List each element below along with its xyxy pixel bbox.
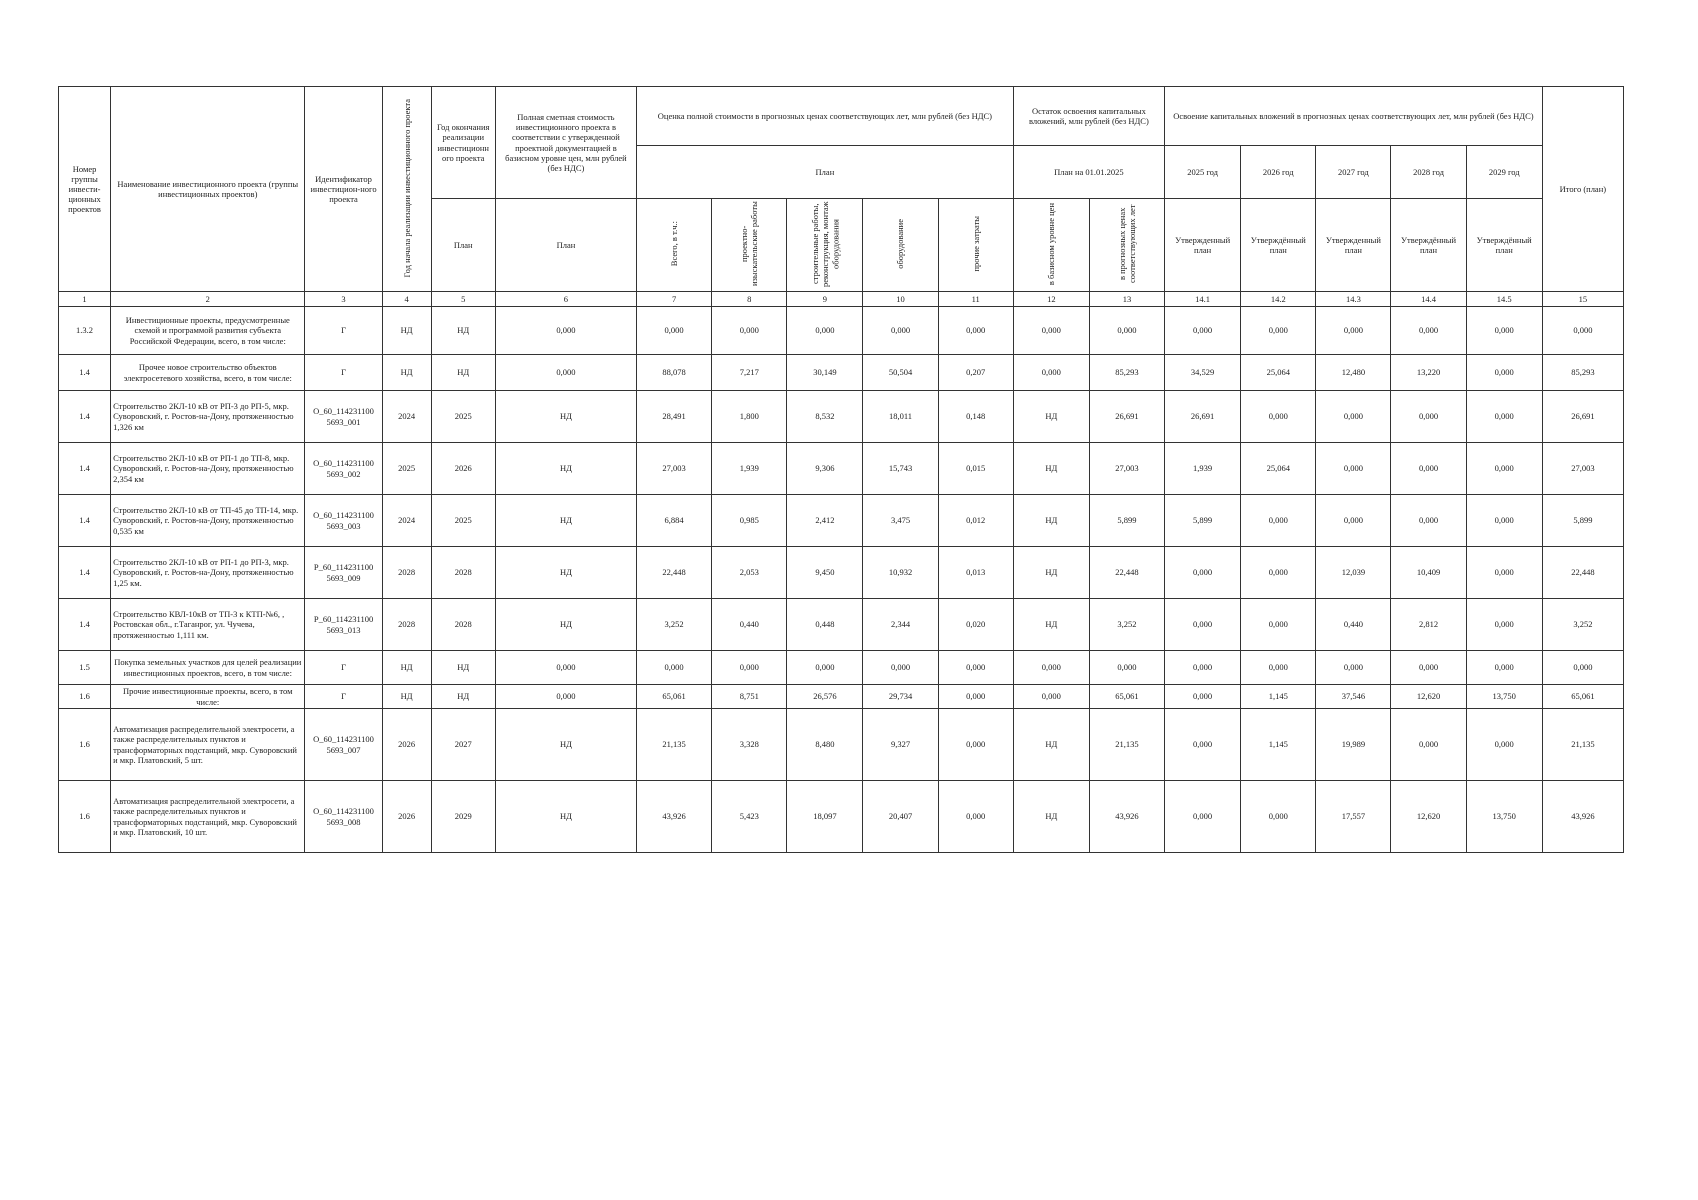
header-year-2025: 2025 год: [1165, 146, 1241, 199]
cell-equipment: 0,000: [863, 651, 938, 685]
header-design-works: [712, 199, 787, 292]
cell-other-costs: 0,000: [938, 307, 1013, 355]
cell-plan-2027: 12,039: [1316, 547, 1391, 599]
cell-plan-2025: 0,000: [1165, 781, 1241, 853]
cell-plan-2029: 0,000: [1466, 495, 1542, 547]
col-num: 14.3: [1316, 292, 1391, 307]
col-num: 5: [431, 292, 495, 307]
cell-remaining-base: НД: [1013, 781, 1089, 853]
header-approved-2025: Утвержденный план: [1165, 199, 1241, 292]
cell-construction-works: 9,450: [787, 547, 863, 599]
header-construction: [787, 199, 863, 292]
cell-remaining-base: НД: [1013, 391, 1089, 443]
cell-remaining-base: 0,000: [1013, 307, 1089, 355]
cell-plan-2025: 0,000: [1165, 547, 1241, 599]
cell-total-plan: 22,448: [1542, 547, 1623, 599]
cell-project-id: Г: [305, 685, 382, 709]
cell-project-name: Строительство 2КЛ-10 кВ от РП-1 до РП-3, мкр. Суворовский, г. Ростов-на-Дону, протяженностью 1,25 км.: [111, 547, 305, 599]
col-num: 14.1: [1165, 292, 1241, 307]
cell-group-number: 1.4: [59, 355, 111, 391]
cell-plan-2025: 34,529: [1165, 355, 1241, 391]
table-row: [59, 685, 1624, 709]
cell-plan-2029: 0,000: [1466, 391, 1542, 443]
cell-remaining-forecast: 0,000: [1089, 651, 1164, 685]
table-row: [59, 599, 1624, 651]
header-year-2027: 2027 год: [1316, 146, 1391, 199]
table-row: [59, 651, 1624, 685]
cell-other-costs: 0,015: [938, 443, 1013, 495]
cell-group-number: 1.6: [59, 781, 111, 853]
cell-total-plan: 0,000: [1542, 307, 1623, 355]
header-plan: План: [637, 146, 1014, 199]
cell-start-year: НД: [382, 685, 431, 709]
cell-estimate-cost: НД: [495, 781, 636, 853]
cell-project-name: Строительство 2КЛ-10 кВ от ТП-45 до ТП-14, мкр. Суворовский, г. Ростов-на-Дону, протяженностью 0,535 км: [111, 495, 305, 547]
cell-estimate-cost: 0,000: [495, 355, 636, 391]
cell-remaining-forecast: 0,000: [1089, 307, 1164, 355]
cell-start-year: 2028: [382, 547, 431, 599]
cell-project-name: Прочее новое строительство объектов электросетевого хозяйства, всего, в том числе:: [111, 355, 305, 391]
cell-plan-2029: 0,000: [1466, 651, 1542, 685]
cell-plan-2027: 0,000: [1316, 651, 1391, 685]
cell-group-number: 1.4: [59, 391, 111, 443]
cell-estimate-cost: НД: [495, 709, 636, 781]
header-group-number: Номер группы инвести-ционных проектов: [59, 87, 111, 292]
col-num: 1: [59, 292, 111, 307]
cell-total-plan: 65,061: [1542, 685, 1623, 709]
col-num: 15: [1542, 292, 1623, 307]
cell-plan-2027: 0,000: [1316, 495, 1391, 547]
cell-total-plan: 85,293: [1542, 355, 1623, 391]
cell-group-number: 1.6: [59, 709, 111, 781]
cell-project-name: Автоматизация распределительной электросети, а также распределительных пунктов и трансформаторных подстанций, мкр. Суворовский и мкр. Платовский, 5 шт.: [111, 709, 305, 781]
cell-project-id: Р_60_114231100 5693_013: [305, 599, 382, 651]
col-num: 14.4: [1391, 292, 1466, 307]
cell-plan-2028: 0,000: [1391, 391, 1466, 443]
cell-start-year: НД: [382, 651, 431, 685]
cell-equipment: 50,504: [863, 355, 938, 391]
cell-estimate-cost: 0,000: [495, 307, 636, 355]
table-row: [59, 547, 1624, 599]
cell-end-year: НД: [431, 651, 495, 685]
cell-plan-2029: 0,000: [1466, 709, 1542, 781]
cell-design-works: 0,000: [712, 651, 787, 685]
cell-project-name: Строительство 2КЛ-10 кВ от РП-3 до РП-5, мкр. Суворовский, г. Ростов-на-Дону, протяженностью 1,326 км: [111, 391, 305, 443]
table-row: [59, 443, 1624, 495]
cell-design-works: 1,800: [712, 391, 787, 443]
header-start-year-text: Год начала реализации инвестиционного проекта: [401, 98, 412, 278]
cell-total-cost: 3,252: [637, 599, 712, 651]
cell-project-id: О_60_114231100 5693_003: [305, 495, 382, 547]
table-row: [59, 495, 1624, 547]
header-approved-2026: Утверждённый план: [1241, 199, 1316, 292]
cell-start-year: НД: [382, 355, 431, 391]
cell-plan-2025: 5,899: [1165, 495, 1241, 547]
cell-plan-2029: 0,000: [1466, 547, 1542, 599]
cell-plan-2027: 17,557: [1316, 781, 1391, 853]
header-other-costs: [938, 199, 1013, 292]
cell-end-year: НД: [431, 355, 495, 391]
cell-project-id: О_60_114231100 5693_001: [305, 391, 382, 443]
header-base-prices-text: в базисном уровне цен: [1046, 202, 1057, 285]
cell-construction-works: 8,532: [787, 391, 863, 443]
cell-other-costs: 0,012: [938, 495, 1013, 547]
cell-plan-2026: 25,064: [1241, 443, 1316, 495]
table-row: [59, 709, 1624, 781]
cell-other-costs: 0,000: [938, 781, 1013, 853]
cell-design-works: 0,000: [712, 307, 787, 355]
cell-other-costs: 0,000: [938, 709, 1013, 781]
cell-start-year: 2028: [382, 599, 431, 651]
cell-plan-2025: 0,000: [1165, 651, 1241, 685]
col-num: 3: [305, 292, 382, 307]
col-num: 4: [382, 292, 431, 307]
cell-group-number: 1.4: [59, 599, 111, 651]
cell-plan-2027: 12,480: [1316, 355, 1391, 391]
cell-end-year: 2027: [431, 709, 495, 781]
header-forecast-cost: Оценка полной стоимости в прогнозных ценах соответствующих лет, млн рублей (без НДС): [637, 87, 1014, 146]
cell-design-works: 0,440: [712, 599, 787, 651]
cell-remaining-base: НД: [1013, 443, 1089, 495]
table-row: [59, 307, 1624, 355]
header-equipment-text: оборудование: [895, 219, 906, 269]
header-forecast-prices-text: в прогнозных ценах соответствующих лет: [1116, 204, 1137, 284]
cell-construction-works: 30,149: [787, 355, 863, 391]
cell-equipment: 0,000: [863, 307, 938, 355]
cell-plan-2028: 0,000: [1391, 495, 1466, 547]
cell-start-year: НД: [382, 307, 431, 355]
cell-plan-2026: 1,145: [1241, 709, 1316, 781]
cell-plan-2029: 0,000: [1466, 355, 1542, 391]
cell-remaining-base: 0,000: [1013, 651, 1089, 685]
cell-design-works: 1,939: [712, 443, 787, 495]
cell-estimate-cost: 0,000: [495, 651, 636, 685]
header-approved-2029: Утверждённый план: [1466, 199, 1542, 292]
cell-equipment: 20,407: [863, 781, 938, 853]
table-row: [59, 391, 1624, 443]
col-num: 14.5: [1466, 292, 1542, 307]
col-num: 8: [712, 292, 787, 307]
col-num: 7: [637, 292, 712, 307]
cell-total-cost: 27,003: [637, 443, 712, 495]
cell-start-year: 2024: [382, 495, 431, 547]
header-total-incl-text: Всего, в т.ч.:: [669, 221, 680, 267]
cell-construction-works: 8,480: [787, 709, 863, 781]
cell-remaining-base: НД: [1013, 709, 1089, 781]
cell-total-cost: 0,000: [637, 307, 712, 355]
col-num: 6: [495, 292, 636, 307]
cell-plan-2028: 13,220: [1391, 355, 1466, 391]
col-num: 12: [1013, 292, 1089, 307]
cell-remaining-forecast: 27,003: [1089, 443, 1164, 495]
cell-plan-2026: 0,000: [1241, 781, 1316, 853]
cell-plan-2025: 0,000: [1165, 709, 1241, 781]
cell-start-year: 2026: [382, 781, 431, 853]
cell-plan-2025: 1,939: [1165, 443, 1241, 495]
cell-plan-2027: 0,000: [1316, 391, 1391, 443]
table-row: [59, 781, 1624, 853]
cell-plan-2025: 0,000: [1165, 599, 1241, 651]
cell-project-name: Прочие инвестиционные проекты, всего, в том числе:: [111, 685, 305, 709]
cell-equipment: 18,011: [863, 391, 938, 443]
cell-end-year: 2026: [431, 443, 495, 495]
cell-plan-2027: 0,440: [1316, 599, 1391, 651]
cell-total-cost: 65,061: [637, 685, 712, 709]
cell-design-works: 0,985: [712, 495, 787, 547]
header-approved-2028: Утверждённый план: [1391, 199, 1466, 292]
cell-other-costs: 0,020: [938, 599, 1013, 651]
cell-plan-2025: 0,000: [1165, 307, 1241, 355]
header-project-id: Идентификатор инвестицион-ного проекта: [305, 87, 382, 292]
cell-design-works: 5,423: [712, 781, 787, 853]
cell-total-cost: 6,884: [637, 495, 712, 547]
header-forecast-prices: [1089, 199, 1164, 292]
cell-plan-2027: 37,546: [1316, 685, 1391, 709]
investment-program-table: [58, 86, 1624, 853]
header-estimate-cost: Полная сметная стоимость инвестиционного проекта в соответствии с утвержденной проектной документацией в базисном уровне цен, млн рублей (без НДС): [495, 87, 636, 199]
cell-project-name: Строительство 2КЛ-10 кВ от РП-1 до ТП-8, мкр. Суворовский, г. Ростов-на-Дону, протяженностью 2,354 км: [111, 443, 305, 495]
cell-project-name: Инвестиционные проекты, предусмотренные схемой и программой развития субъекта Российской Федерации, всего, в том числе:: [111, 307, 305, 355]
cell-remaining-base: НД: [1013, 547, 1089, 599]
cell-plan-2026: 0,000: [1241, 495, 1316, 547]
header-approved-2027: Утвержденный план: [1316, 199, 1391, 292]
header-year-2029: 2029 год: [1466, 146, 1542, 199]
cell-plan-2026: 25,064: [1241, 355, 1316, 391]
cell-equipment: 2,344: [863, 599, 938, 651]
cell-group-number: 1.6: [59, 685, 111, 709]
cell-end-year: НД: [431, 307, 495, 355]
cell-group-number: 1.4: [59, 443, 111, 495]
cell-construction-works: 18,097: [787, 781, 863, 853]
cell-other-costs: 0,207: [938, 355, 1013, 391]
header-year-2026: 2026 год: [1241, 146, 1316, 199]
cell-other-costs: 0,013: [938, 547, 1013, 599]
cell-estimate-cost: НД: [495, 495, 636, 547]
cell-equipment: 15,743: [863, 443, 938, 495]
cell-group-number: 1.5: [59, 651, 111, 685]
cell-end-year: 2028: [431, 599, 495, 651]
cell-plan-2027: 0,000: [1316, 307, 1391, 355]
cell-plan-2028: 12,620: [1391, 781, 1466, 853]
header-design-works-text: проектно-изыскательские работы: [739, 201, 760, 287]
col-num: 14.2: [1241, 292, 1316, 307]
header-end-year: Год окончания реализации инвестиционн ого проекта: [431, 87, 495, 199]
cell-remaining-forecast: 21,135: [1089, 709, 1164, 781]
cell-total-plan: 27,003: [1542, 443, 1623, 495]
cell-other-costs: 0,000: [938, 651, 1013, 685]
cell-project-id: О_60_114231100 5693_002: [305, 443, 382, 495]
cell-project-id: Г: [305, 651, 382, 685]
cell-remaining-base: 0,000: [1013, 685, 1089, 709]
cell-plan-2026: 0,000: [1241, 307, 1316, 355]
col-num: 10: [863, 292, 938, 307]
cell-plan-2029: 13,750: [1466, 685, 1542, 709]
cell-project-name: Автоматизация распределительной электросети, а также распределительных пунктов и трансформаторных подстанций, мкр. Суворовский и мкр. Платовский, 10 шт.: [111, 781, 305, 853]
cell-group-number: 1.4: [59, 495, 111, 547]
cell-equipment: 3,475: [863, 495, 938, 547]
cell-design-works: 7,217: [712, 355, 787, 391]
cell-construction-works: 0,000: [787, 307, 863, 355]
cell-remaining-base: 0,000: [1013, 355, 1089, 391]
cell-total-cost: 43,926: [637, 781, 712, 853]
cell-other-costs: 0,000: [938, 685, 1013, 709]
header-base-prices: [1013, 199, 1089, 292]
cell-end-year: НД: [431, 685, 495, 709]
header-total-plan: Итого (план): [1542, 87, 1623, 292]
header-equipment: [863, 199, 938, 292]
header-other-costs-text: прочие затраты: [970, 216, 981, 272]
cell-total-cost: 21,135: [637, 709, 712, 781]
header-remaining: Остаток освоения капитальных вложений, млн рублей (без НДС): [1013, 87, 1164, 146]
cell-remaining-forecast: 85,293: [1089, 355, 1164, 391]
cell-total-plan: 0,000: [1542, 651, 1623, 685]
cell-design-works: 2,053: [712, 547, 787, 599]
cell-other-costs: 0,148: [938, 391, 1013, 443]
cell-group-number: 1.4: [59, 547, 111, 599]
cell-design-works: 3,328: [712, 709, 787, 781]
cell-construction-works: 9,306: [787, 443, 863, 495]
cell-project-id: Г: [305, 307, 382, 355]
cell-design-works: 8,751: [712, 685, 787, 709]
cell-remaining-forecast: 22,448: [1089, 547, 1164, 599]
cell-estimate-cost: НД: [495, 547, 636, 599]
cell-construction-works: 26,576: [787, 685, 863, 709]
cell-project-id: Р_60_114231100 5693_009: [305, 547, 382, 599]
cell-remaining-forecast: 43,926: [1089, 781, 1164, 853]
cell-plan-2027: 19,989: [1316, 709, 1391, 781]
cell-estimate-cost: НД: [495, 443, 636, 495]
header-year-2028: 2028 год: [1391, 146, 1466, 199]
cell-project-name: Покупка земельных участков для целей реализации инвестиционных проектов, всего, в том числе:: [111, 651, 305, 685]
cell-remaining-forecast: 5,899: [1089, 495, 1164, 547]
cell-total-cost: 22,448: [637, 547, 712, 599]
cell-plan-2026: 0,000: [1241, 547, 1316, 599]
cell-construction-works: 2,412: [787, 495, 863, 547]
cell-project-id: О_60_114231100 5693_007: [305, 709, 382, 781]
cell-plan-2029: 0,000: [1466, 599, 1542, 651]
cell-end-year: 2029: [431, 781, 495, 853]
cell-equipment: 9,327: [863, 709, 938, 781]
cell-total-cost: 0,000: [637, 651, 712, 685]
cell-total-plan: 43,926: [1542, 781, 1623, 853]
header-end-plan: План: [431, 199, 495, 292]
cell-project-id: Г: [305, 355, 382, 391]
cell-start-year: 2024: [382, 391, 431, 443]
cell-remaining-base: НД: [1013, 495, 1089, 547]
cell-plan-2026: 0,000: [1241, 651, 1316, 685]
cell-estimate-cost: НД: [495, 599, 636, 651]
cell-project-id: О_60_114231100 5693_008: [305, 781, 382, 853]
cell-plan-2028: 12,620: [1391, 685, 1466, 709]
header-capital-development: Освоение капитальных вложений в прогнозных ценах соответствующих лет, млн рублей (без НДС): [1165, 87, 1543, 146]
cell-remaining-forecast: 3,252: [1089, 599, 1164, 651]
header-row-1: [59, 87, 1624, 146]
cell-remaining-forecast: 65,061: [1089, 685, 1164, 709]
cell-plan-2028: 0,000: [1391, 651, 1466, 685]
col-num: 2: [111, 292, 305, 307]
cell-plan-2028: 0,000: [1391, 443, 1466, 495]
header-total-incl: [637, 199, 712, 292]
col-num: 13: [1089, 292, 1164, 307]
cell-end-year: 2025: [431, 391, 495, 443]
cell-start-year: 2026: [382, 709, 431, 781]
cell-plan-2026: 1,145: [1241, 685, 1316, 709]
cell-total-plan: 21,135: [1542, 709, 1623, 781]
cell-plan-2028: 0,000: [1391, 307, 1466, 355]
cell-plan-2029: 0,000: [1466, 307, 1542, 355]
cell-remaining-base: НД: [1013, 599, 1089, 651]
cell-total-cost: 88,078: [637, 355, 712, 391]
cell-equipment: 10,932: [863, 547, 938, 599]
col-num: 11: [938, 292, 1013, 307]
cell-total-plan: 5,899: [1542, 495, 1623, 547]
cell-total-plan: 26,691: [1542, 391, 1623, 443]
cell-project-name: Строительство КВЛ-10кВ от ТП-3 к КТП-№6, , Ростовская обл., г.Таганрог, ул. Чучева, протяженностью 1,111 км.: [111, 599, 305, 651]
header-project-name: Наименование инвестиционного проекта (группы инвестиционных проектов): [111, 87, 305, 292]
cell-construction-works: 0,448: [787, 599, 863, 651]
cell-plan-2029: 0,000: [1466, 443, 1542, 495]
header-plan-date: План на 01.01.2025: [1013, 146, 1164, 199]
cell-end-year: 2025: [431, 495, 495, 547]
cell-plan-2028: 0,000: [1391, 709, 1466, 781]
cell-estimate-cost: 0,000: [495, 685, 636, 709]
header-start-year: [382, 87, 431, 292]
cell-plan-2025: 26,691: [1165, 391, 1241, 443]
header-construction-text: строительные работы, реконструкция, монтаж оборудования: [809, 201, 840, 287]
cell-plan-2029: 13,750: [1466, 781, 1542, 853]
cell-construction-works: 0,000: [787, 651, 863, 685]
cell-plan-2025: 0,000: [1165, 685, 1241, 709]
col-num: 9: [787, 292, 863, 307]
cell-plan-2028: 2,812: [1391, 599, 1466, 651]
cell-remaining-forecast: 26,691: [1089, 391, 1164, 443]
cell-estimate-cost: НД: [495, 391, 636, 443]
cell-start-year: 2025: [382, 443, 431, 495]
cell-plan-2026: 0,000: [1241, 391, 1316, 443]
cell-total-cost: 28,491: [637, 391, 712, 443]
cell-plan-2027: 0,000: [1316, 443, 1391, 495]
cell-plan-2028: 10,409: [1391, 547, 1466, 599]
table-row: [59, 355, 1624, 391]
column-number-row: [59, 292, 1624, 307]
cell-equipment: 29,734: [863, 685, 938, 709]
cell-group-number: 1.3.2: [59, 307, 111, 355]
cell-total-plan: 3,252: [1542, 599, 1623, 651]
header-estimate-plan: План: [495, 199, 636, 292]
cell-plan-2026: 0,000: [1241, 599, 1316, 651]
cell-end-year: 2028: [431, 547, 495, 599]
